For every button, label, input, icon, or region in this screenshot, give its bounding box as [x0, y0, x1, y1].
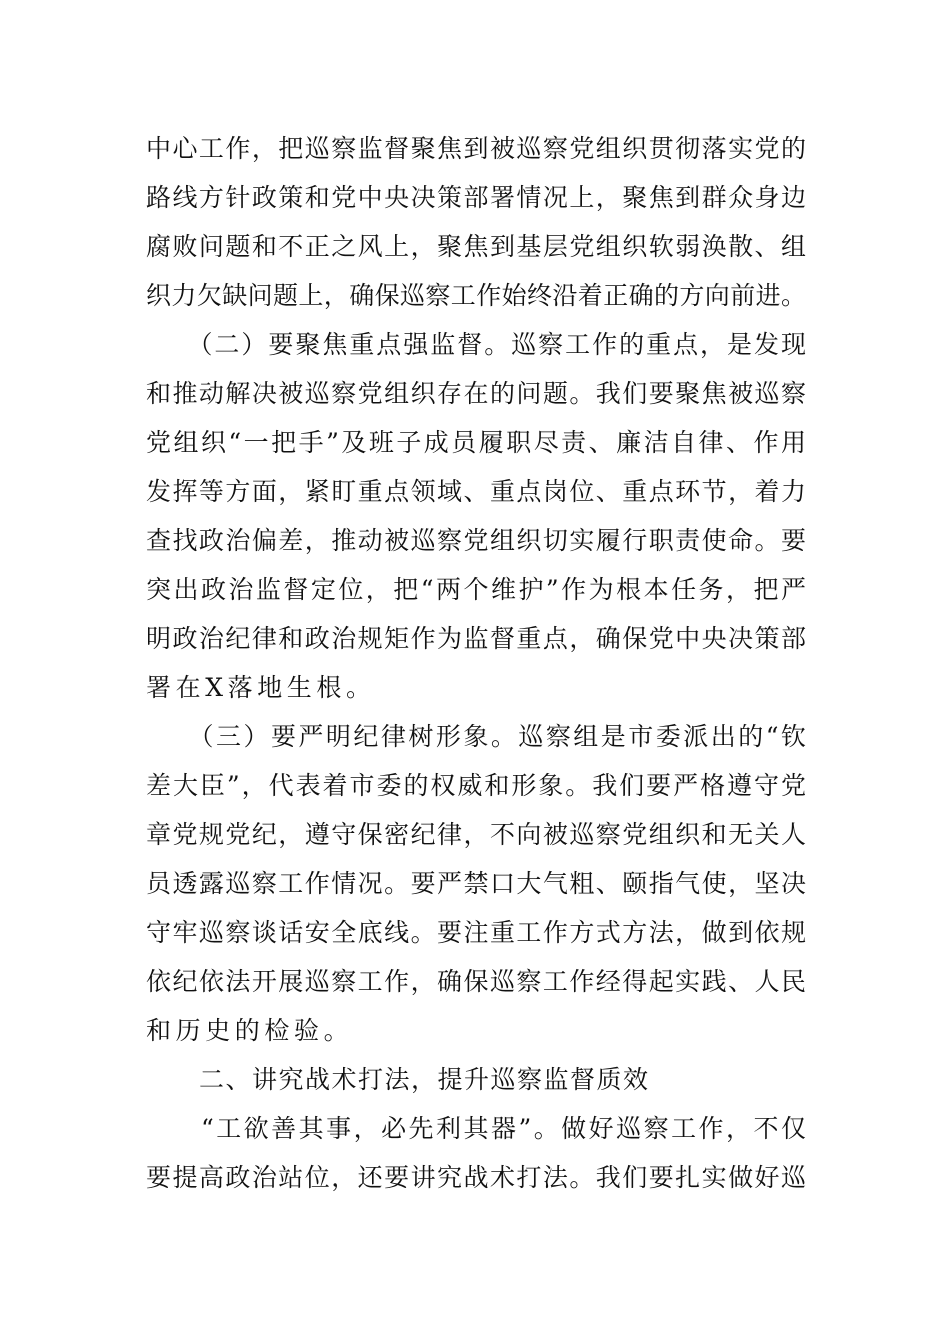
text-line: 署在X落地生根。: [146, 673, 376, 702]
text-line: 织力欠缺问题上，确保巡察工作始终沿着正确的方向前进。: [146, 281, 806, 310]
text-line: 和推动解决被巡察党组织存在的问题。我们要聚焦被巡察: [146, 379, 806, 408]
text-line: 差大臣”，代表着市委的权威和形象。我们要严格遵守党: [146, 771, 806, 800]
text-line: 发挥等方面，紧盯重点领域、重点岗位、重点环节，着力: [146, 477, 806, 506]
text-line: 依纪依法开展巡察工作，确保巡察工作经得起实践、人民: [146, 967, 806, 996]
text-line: 路线方针政策和党中央决策部署情况上，聚焦到群众身边: [146, 183, 806, 212]
text-line: 章党规党纪，遵守保密纪律，不向被巡察党组织和无关人: [146, 820, 806, 849]
text-line: 守牢巡察谈话安全底线。要注重工作方式方法，做到依规: [146, 918, 806, 947]
text-line: 中心工作，把巡察监督聚焦到被巡察党组织贯彻落实党的: [146, 134, 806, 163]
text-line: （二）要聚焦重点强监督。巡察工作的重点，是发现: [146, 330, 806, 359]
text-line: 明政治纪律和政治规矩作为监督重点，确保党中央决策部: [146, 624, 806, 653]
document-body: [146, 124, 806, 1202]
text-line: 腐败问题和不正之风上，聚焦到基层党组织软弱涣散、组: [146, 232, 806, 261]
text-line: （三）要严明纪律树形象。巡察组是市委派出的“钦: [146, 722, 806, 751]
text-line: 党组织“一把手”及班子成员履职尽责、廉洁自律、作用: [146, 428, 806, 457]
text-line: 突出政治监督定位，把“两个维护”作为根本任务，把严: [146, 575, 806, 604]
text-line: 和历史的检验。: [146, 1016, 354, 1045]
text-line: 要提高政治站位，还要讲究战术打法。我们要扎实做好巡: [146, 1163, 806, 1192]
text-line: 员透露巡察工作情况。要严禁口大气粗、颐指气使，坚决: [146, 869, 806, 898]
section-heading: 二、讲究战术打法，提升巡察监督质效: [146, 1065, 650, 1094]
text-line: “工欲善其事，必先利其器”。做好巡察工作，不仅: [146, 1114, 806, 1143]
text-line: 查找政治偏差，推动被巡察党组织切实履行职责使命。要: [146, 526, 806, 555]
